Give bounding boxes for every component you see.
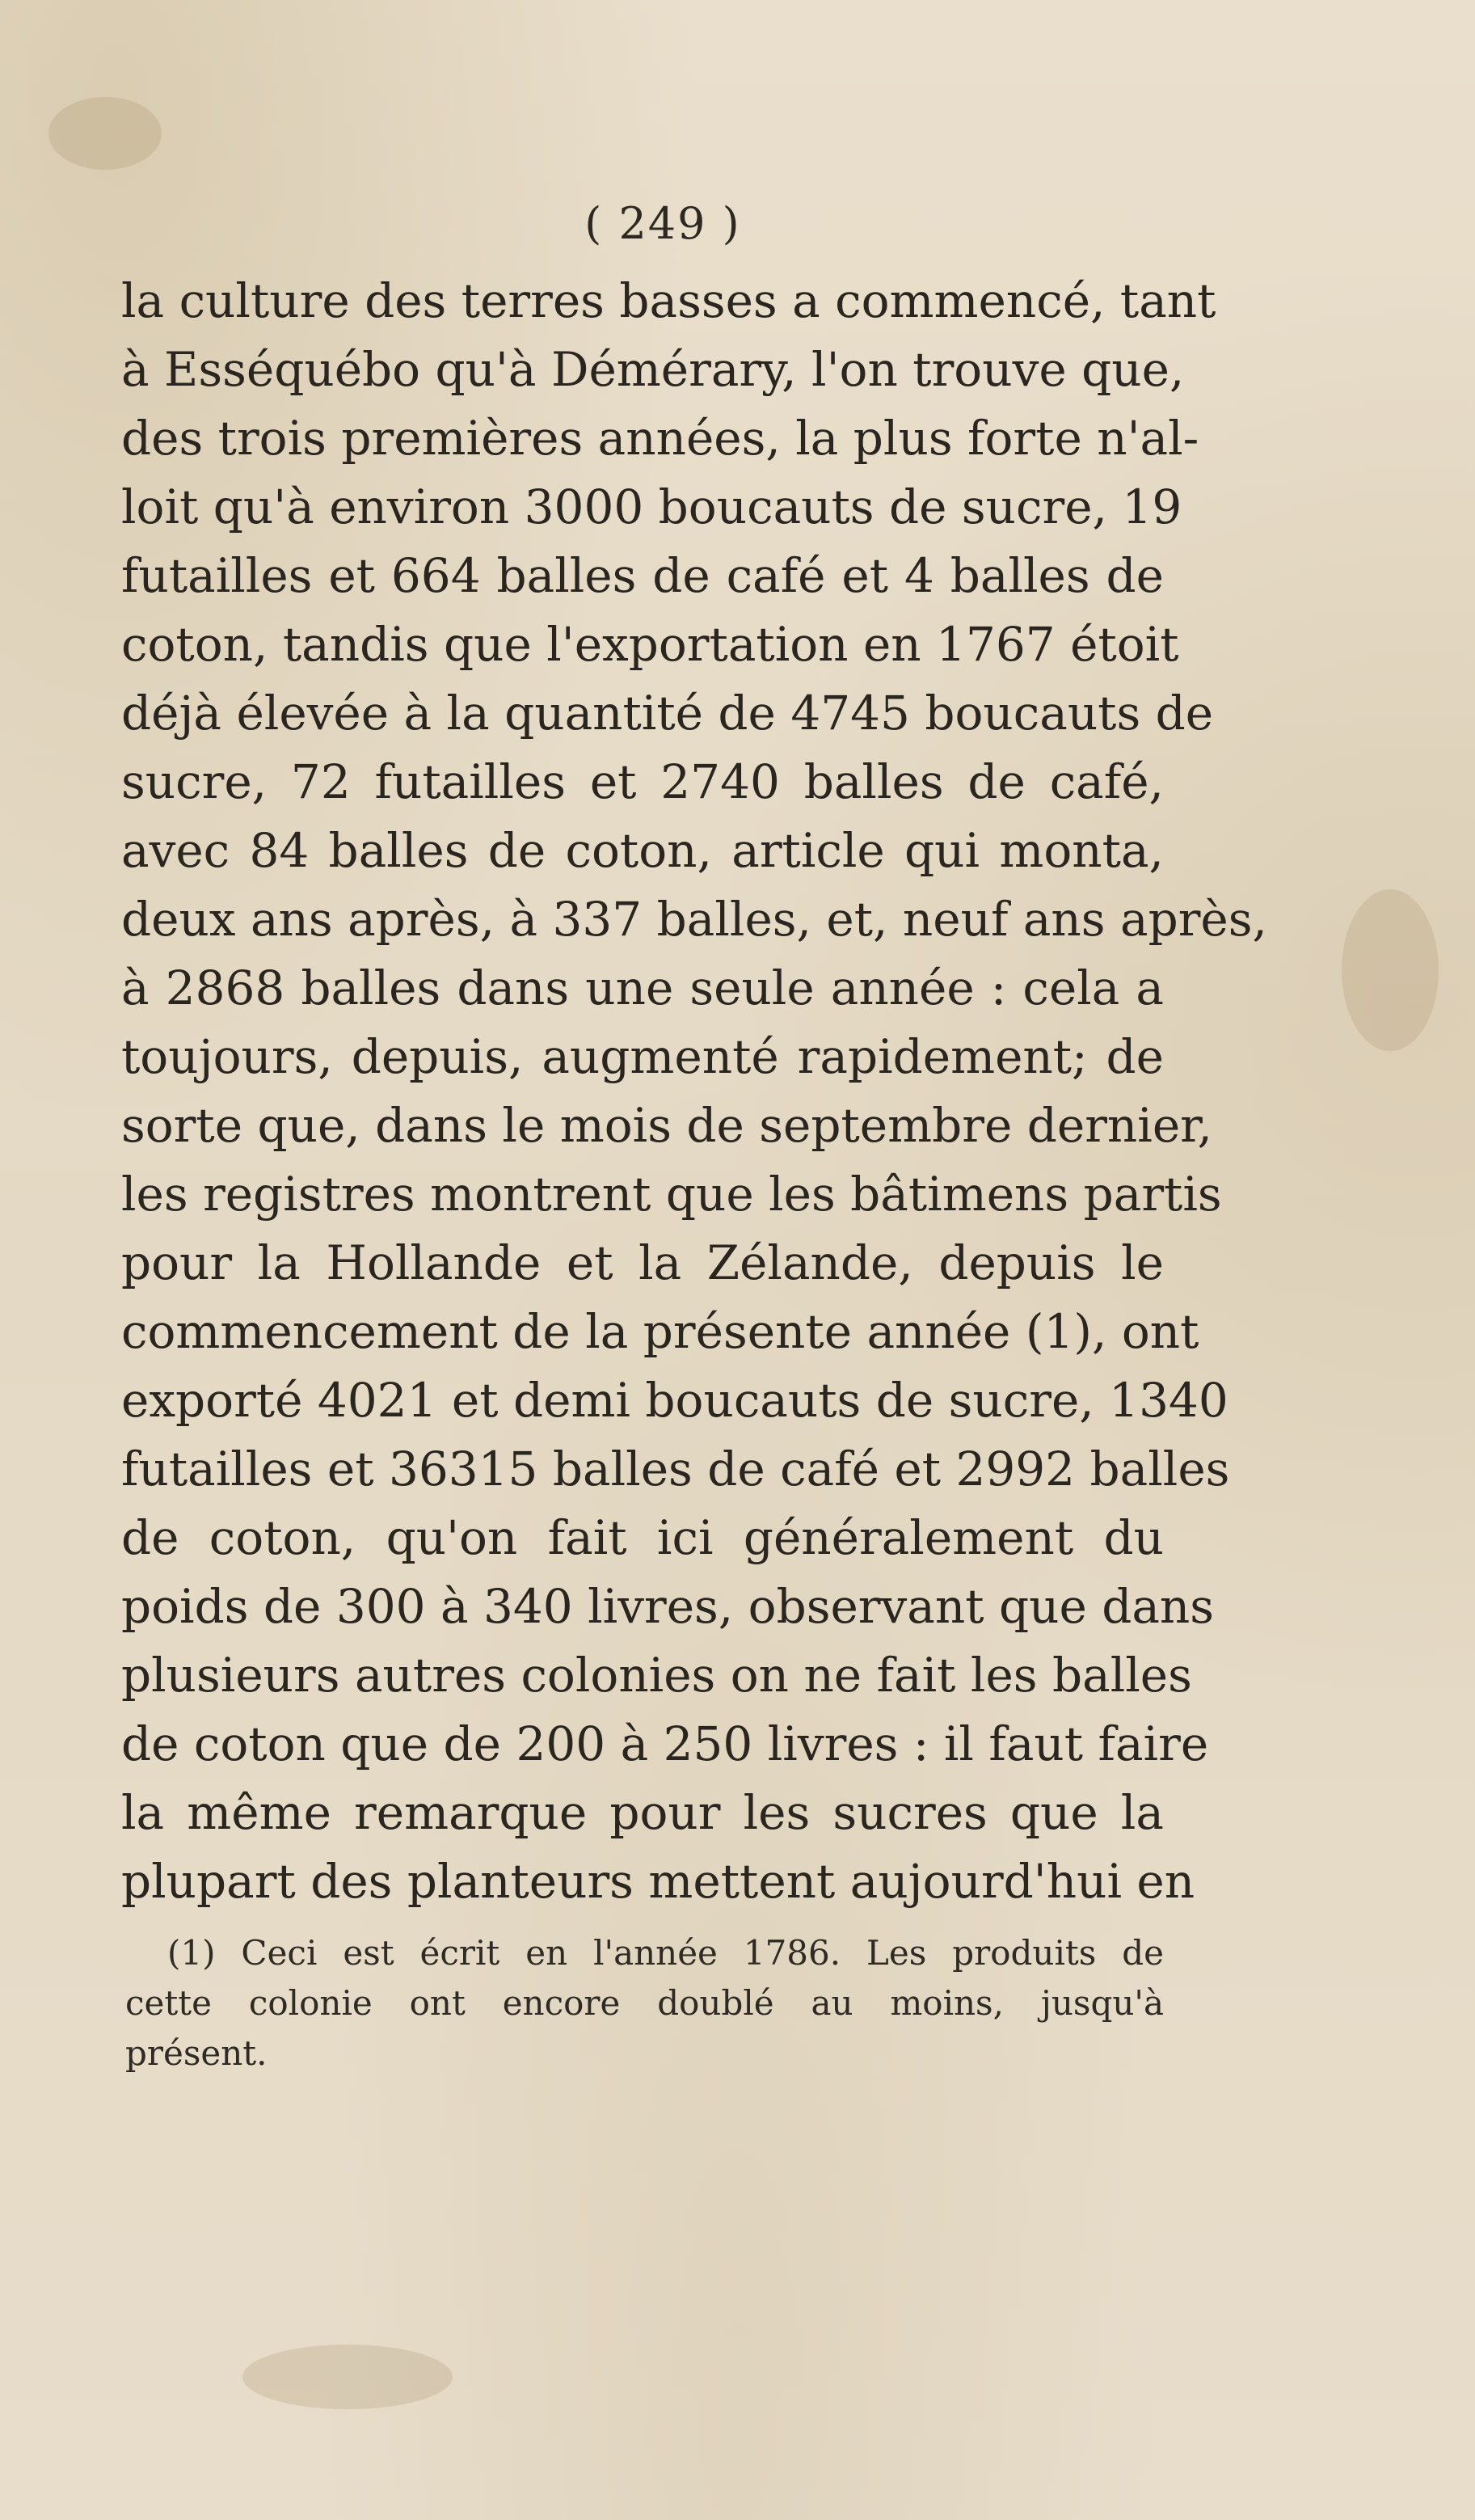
text-line: plupart des planteurs mettent aujourd'hui en — [121, 1854, 1195, 1909]
paper-stain — [1342, 889, 1439, 1051]
text-line: la culture des terres basses a commencé, tant — [121, 273, 1216, 328]
footnote-line: cette colonie ont encore doublé au moins, jusqu'à — [125, 1983, 1164, 2023]
page-number: ( 249 ) — [584, 198, 741, 249]
text-line: futailles et 36315 balles de café et 2992 balles — [121, 1442, 1230, 1496]
text-line: pour la Hollande et la Zélande, depuis le — [121, 1235, 1164, 1290]
text-line: plusieurs autres colonies on ne fait les balles — [121, 1648, 1192, 1703]
body-text — [121, 267, 1267, 1916]
text-line: à Esséquébo qu'à Démérary, l'on trouve que, — [121, 342, 1185, 397]
text-line: de coton, qu'on fait ici généralement du — [121, 1510, 1164, 1565]
text-line: des trois premières années, la plus forte n'al- — [121, 411, 1199, 466]
text-line: futailles et 664 balles de café et 4 balles de — [121, 548, 1164, 603]
text-line: sorte que, dans le mois de septembre dernier, — [121, 1098, 1212, 1153]
text-line: les registres montrent que les bâtimens partis — [121, 1167, 1222, 1222]
text-line: poids de 300 à 340 livres, observant que dans — [121, 1579, 1215, 1634]
text-line: de coton que de 200 à 250 livres : il faut faire — [121, 1716, 1209, 1771]
text-line: exporté 4021 et demi boucauts de sucre, 1340 — [121, 1373, 1228, 1428]
text-line: sucre, 72 futailles et 2740 balles de café, — [121, 754, 1164, 809]
footnote-line: (1) Ceci est écrit en l'année 1786. Les produits de — [167, 1933, 1164, 1973]
text-line: coton, tandis que l'exportation en 1767 étoit — [121, 617, 1179, 672]
text-line: déjà élevée à la quantité de 4745 boucauts de — [121, 686, 1214, 741]
text-line: à 2868 balles dans une seule année : cela a — [121, 960, 1164, 1015]
text-line: la même remarque pour les sucres que la — [121, 1785, 1164, 1840]
text-line: deux ans après, à 337 balles, et, neuf ans après, — [121, 892, 1267, 947]
paper-stain — [48, 97, 162, 170]
footnote-line: présent. — [125, 2033, 268, 2073]
paper-stain — [242, 2345, 453, 2409]
text-line: toujours, depuis, augmenté rapidement; de — [121, 1029, 1164, 1084]
footnote — [125, 1928, 1164, 2079]
text-line: avec 84 balles de coton, article qui monta, — [121, 823, 1164, 878]
text-line: commencement de la présente année (1), ont — [121, 1304, 1199, 1359]
text-line: loit qu'à environ 3000 boucauts de sucre, 19 — [121, 479, 1182, 534]
